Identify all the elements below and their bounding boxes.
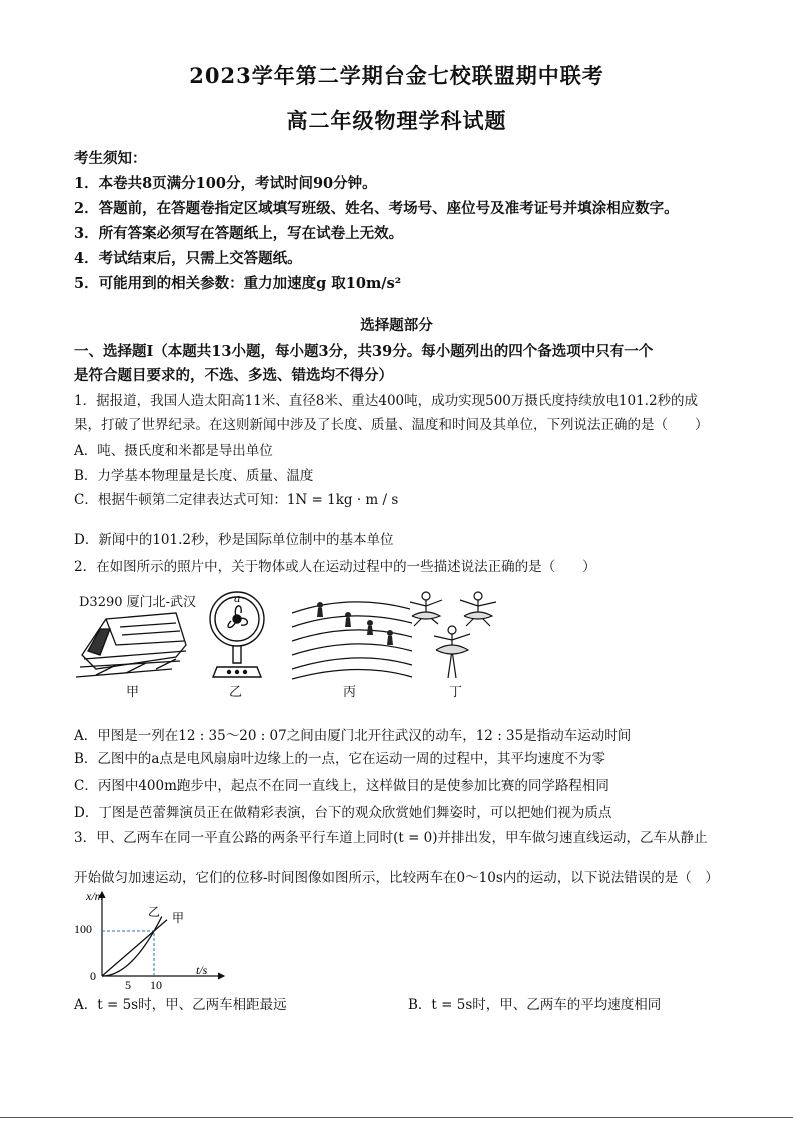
q1-option-d: D．新闻中的101.2秒，秒是国际单位制中的基本单位 [74, 532, 394, 548]
q3-stem-line2: 开始做匀加速运动，它们的位移-时间图像如图所示，比较两车在0～10s内的运动，以下说法错误的是（ ） [74, 870, 719, 886]
exam-subtitle: 高二年级物理学科试题 [286, 108, 507, 133]
fig-label-yi: 乙 [229, 685, 243, 700]
q2-option-d: D．丁图是芭蕾舞演员正在做精彩表演，台下的观众欣赏她们舞姿时，可以把她们视为质点 [74, 805, 612, 821]
q1-option-c: C．根据牛顿第二定律表达式可知：1N = 1kg · m / s [74, 492, 399, 508]
notice-item-5: 5．可能用到的相关参数：重力加速度g 取10m/s² [74, 275, 402, 292]
page-bottom-rule [0, 1117, 793, 1118]
q2-stem: 2．在如图所示的照片中，关于物体或人在运动过程中的一些描述说法正确的是（ ） [74, 559, 596, 575]
graph-ytick-100: 100 [74, 922, 92, 936]
ballet-figure [404, 586, 504, 682]
part1-heading-line1: 一、选择题Ⅰ（本题共13小题，每小题3分，共39分。每小题列出的四个备选项中只有一个 [74, 343, 654, 360]
fig-label-bing: 丙 [343, 685, 357, 700]
graph-label-yi: 乙 [148, 905, 161, 919]
q1-stem-line1: 1．据报道，我国人造太阳高11米、直径8米、重达400吨，成功实现500万摄氏度持续放电101.2秒的成 [74, 393, 699, 409]
graph-xtick-10: 10 [150, 978, 162, 992]
section-label: 选择题部分 [360, 317, 433, 334]
track-figure [290, 593, 415, 681]
notice-item-3: 3．所有答案必须写在答题纸上，写在试卷上无效。 [74, 225, 404, 242]
notice-item-1: 1．本卷共8页满分100分，考试时间90分钟。 [74, 175, 377, 192]
train-caption: D3290 厦门北-武汉 [79, 595, 197, 610]
part1-heading-line2: 是符合题目要求的，不选、多选、错选均不得分） [74, 367, 393, 384]
notice-heading: 考生须知： [74, 150, 147, 167]
q1-option-a: A．吨、摄氏度和米都是导出单位 [74, 443, 273, 459]
notice-item-4: 4．考试结束后，只需上交答题纸。 [74, 250, 302, 267]
q3-stem-line1: 3．甲、乙两车在同一平直公路的两条平行车道上同时(t = 0)并排出发，甲车做匀速直线运动，乙车从静止 [74, 830, 708, 846]
q1-stem-line2: 果，打破了世界纪录。在这则新闻中涉及了长度、质量、温度和时间及其单位，下列说法正确的是（ ） [74, 417, 709, 433]
fig-label-jia: 甲 [126, 685, 140, 700]
series-jia-line [102, 920, 167, 976]
q2-option-b: B．乙图中的a点是电风扇扇叶边缘上的一点，它在运动一周的过程中，其平均速度不为零 [74, 751, 605, 767]
train-figure [76, 605, 196, 683]
xt-graph [72, 886, 232, 992]
graph-xlabel: t/s [196, 963, 208, 977]
q2-option-c: C．丙图中400m跑步中，起点不在同一直线上，这样做目的是使参加比赛的同学路程相同 [74, 778, 609, 794]
q3-option-b: B．t = 5s时，甲、乙两车的平均速度相同 [408, 997, 662, 1013]
fig-label-ding: 丁 [449, 685, 463, 700]
notice-item-2: 2．答题前，在答题卷指定区域填写班级、姓名、考场号、座位号及准考证号并填涂相应数字。 [74, 200, 679, 217]
series-yi-curve [102, 916, 162, 976]
graph-origin: 0 [90, 969, 96, 983]
q3-option-a: A．t = 5s时，甲、乙两车相距最远 [74, 997, 287, 1013]
graph-label-jia: 甲 [172, 911, 185, 925]
fan-point-a: a [234, 592, 241, 605]
graph-ylabel: x/m [86, 889, 104, 903]
graph-xtick-5: 5 [125, 978, 131, 992]
exam-title: 2023学年第二学期台金七校联盟期中联考 [189, 63, 604, 88]
q2-option-a: A．甲图是一列在12 : 35～20 : 07之间由厦门北开往武汉的动车，12 : 35是指动车运动时间 [74, 728, 632, 744]
q1-option-b: B．力学基本物理量是长度、质量、温度 [74, 468, 314, 484]
